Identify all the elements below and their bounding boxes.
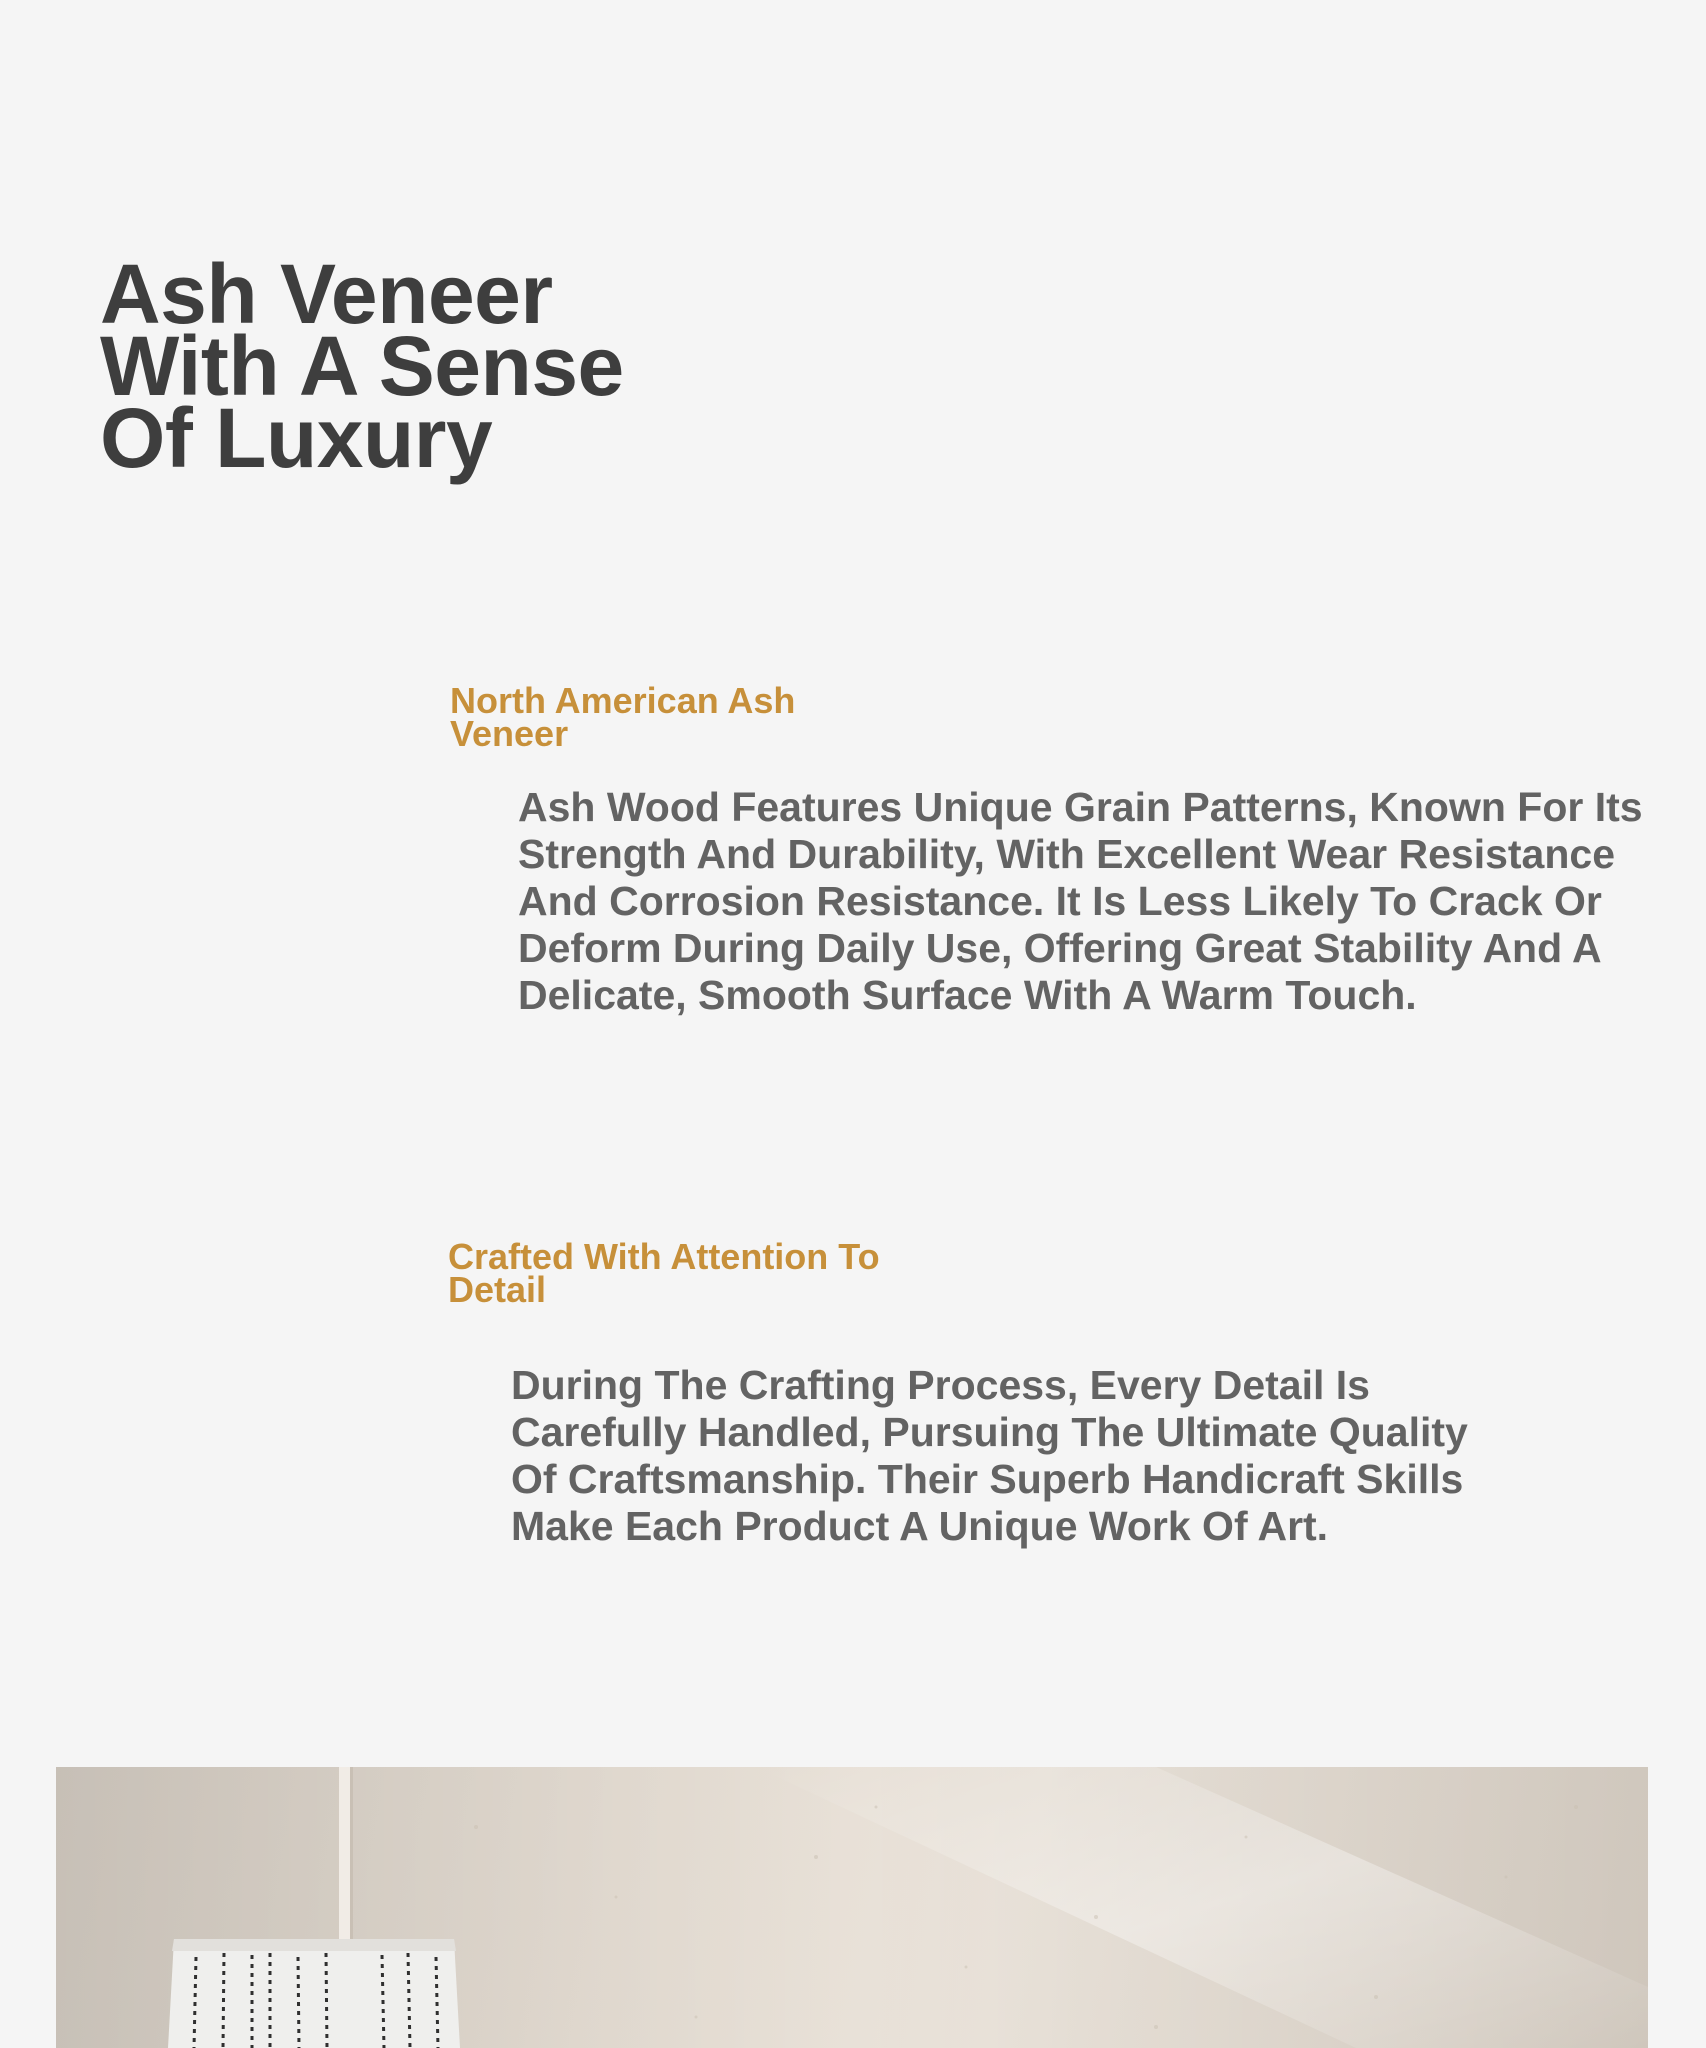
section-body-ash-veneer: [518, 784, 1643, 1019]
heading-line: Detail: [448, 1269, 547, 1310]
pendant-rod-shadow: [350, 1767, 353, 1939]
body-line: Of Craftsmanship. Their Superb Handicraft Skills: [511, 1456, 1464, 1502]
body-line: And Corrosion Resistance. It Is Less Likely To Crack Or: [518, 878, 1602, 924]
section-body-craftsmanship: [511, 1362, 1468, 1550]
title-line: Ash Veneer: [100, 247, 553, 341]
body-line: Delicate, Smooth Surface With A Warm Touch.: [518, 972, 1417, 1018]
product-photo: [56, 1767, 1648, 2048]
lamp-shade: [168, 1939, 460, 2048]
heading-line: North American Ash: [450, 680, 796, 721]
lamp-rim: [172, 1939, 456, 1951]
heading-line: Crafted With Attention To: [448, 1236, 880, 1277]
body-line: Strength And Durability, With Excellent Wear Resistance: [518, 831, 1615, 877]
title-line: Of Luxury: [100, 391, 493, 485]
photo-scene: [56, 1767, 1648, 2048]
body-line: Carefully Handled, Pursuing The Ultimate Quality: [511, 1409, 1468, 1455]
body-line: Ash Wood Features Unique Grain Patterns, Known For Its: [518, 784, 1643, 830]
pendant-rod: [339, 1767, 351, 1939]
section-heading-ash-veneer: [450, 680, 796, 754]
body-line: Deform During Daily Use, Offering Great Stability And A: [518, 925, 1602, 971]
body-line: During The Crafting Process, Every Detail Is: [511, 1362, 1370, 1408]
section-heading-craftsmanship: [448, 1236, 880, 1310]
heading-line: Veneer: [450, 713, 569, 754]
page-title: [100, 247, 660, 485]
body-line: Make Each Product A Unique Work Of Art.: [511, 1503, 1329, 1549]
title-line: With A Sense: [100, 319, 624, 413]
